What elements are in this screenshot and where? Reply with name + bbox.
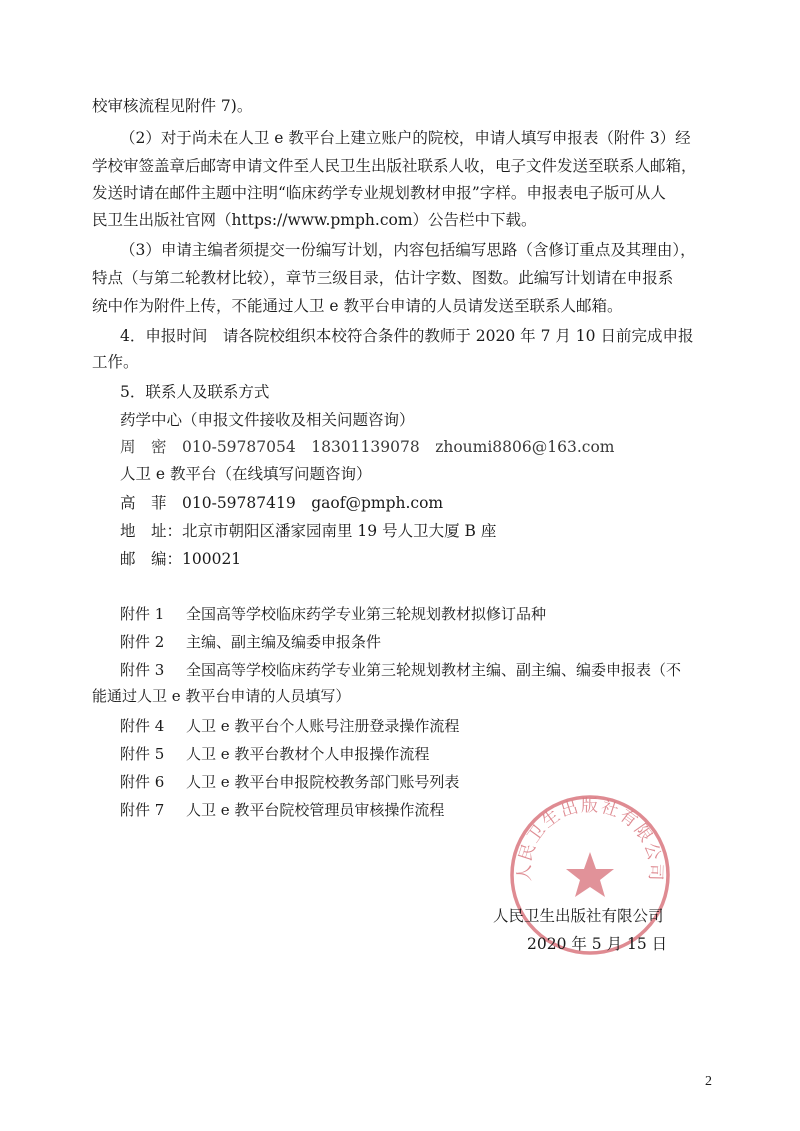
attachment-label: 附件 4 <box>120 717 165 735</box>
postcode: 邮 编：100021 <box>120 550 242 568</box>
attachment-text: 主编、副主编及编委申报条件 <box>186 633 382 651</box>
contact-gao: 高 菲 010-59787419 gaof@pmph.com <box>120 494 444 512</box>
seal-text-path: 人民卫生出版社有限公司 <box>514 796 666 883</box>
attachment-4 <box>120 716 459 736</box>
contact-zhou: 周 密 010-59787054 18301139078 zhoumi8806@163.com <box>120 438 615 456</box>
page-number: 2 <box>705 1074 712 1089</box>
attachment-text: 人卫 e 教平台申报院校教务部门账号列表 <box>186 773 460 791</box>
attachment-text: 全国高等学校临床药学专业第三轮规划教材拟修订品种 <box>186 605 547 623</box>
body-line-8: 统中作为附件上传，不能通过人卫 e 教平台申请的人员请发送至联系人邮箱。 <box>92 297 623 315</box>
body-line-10: 工作。 <box>92 353 139 371</box>
attachment-label: 附件 5 <box>120 745 165 763</box>
signature-date: 2020 年 5 月 15 日 <box>527 935 668 953</box>
attachment-text: 全国高等学校临床药学专业第三轮规划教材主编、副主编、编委申报表（不 <box>186 661 682 679</box>
body-line-1: 校审核流程见附件 7)。 <box>92 97 253 115</box>
platform-title: 人卫 e 教平台（在线填写问题咨询） <box>120 465 372 483</box>
attachment-label: 附件 1 <box>120 605 165 623</box>
body-line-5: 民卫生出版社官网（https://www.pmph.com）公告栏中下载。 <box>92 211 537 229</box>
attachment-text: 人卫 e 教平台个人账号注册登录操作流程 <box>186 717 460 735</box>
address: 地 址：北京市朝阳区潘家园南里 19 号人卫大厦 B 座 <box>120 522 497 540</box>
attachment-7 <box>120 800 444 820</box>
attachment-text: 能通过人卫 e 教平台申请的人员填写） <box>92 687 351 705</box>
attachment-label: 附件 6 <box>120 773 165 791</box>
attachment-label: 附件 3 <box>120 661 165 679</box>
signature-org: 人民卫生出版社有限公司 <box>493 907 664 925</box>
body-line-11: 5．联系人及联系方式 <box>120 383 270 401</box>
attachment-label: 附件 2 <box>120 633 165 651</box>
body-line-7: 特点（与第二轮教材比较），章节三级目录，估计字数、图数。此编写计划请在申报系 <box>92 269 674 287</box>
attachment-text: 人卫 e 教平台教材个人申报操作流程 <box>186 745 430 763</box>
attachment-6 <box>120 772 459 792</box>
attachment-5 <box>120 744 429 764</box>
attachment-2 <box>120 632 381 652</box>
attachment-label: 附件 7 <box>120 801 165 819</box>
body-line-4: 发送时请在邮件主题中注明“临床药学专业规划教材申报”字样。申报表电子版可从人 <box>92 184 666 202</box>
attachment-text: 人卫 e 教平台院校管理员审核操作流程 <box>186 801 445 819</box>
attachment-3-continuation <box>92 686 350 706</box>
body-line-6: （3）申请主编者须提交一份编写计划，内容包括编写思路（含修订重点及其理由）， <box>120 241 696 259</box>
attachment-1 <box>120 604 546 624</box>
body-line-9: 4．申报时间 请各院校组织本校符合条件的教师于 2020 年 7 月 10 日前完成申报 <box>120 327 694 345</box>
attachment-3 <box>120 660 681 680</box>
body-line-3: 学校审签盖章后邮寄申请文件至人民卫生出版社联系人收，电子文件发送至联系人邮箱， <box>92 157 697 175</box>
body-line-2: （2）对于尚未在人卫 e 教平台上建立账户的院校，申请人填写申报表（附件 3）经 <box>120 129 691 147</box>
seal-star-icon <box>566 852 614 897</box>
body-line-12: 药学中心（申报文件接收及相关问题咨询） <box>120 411 415 429</box>
